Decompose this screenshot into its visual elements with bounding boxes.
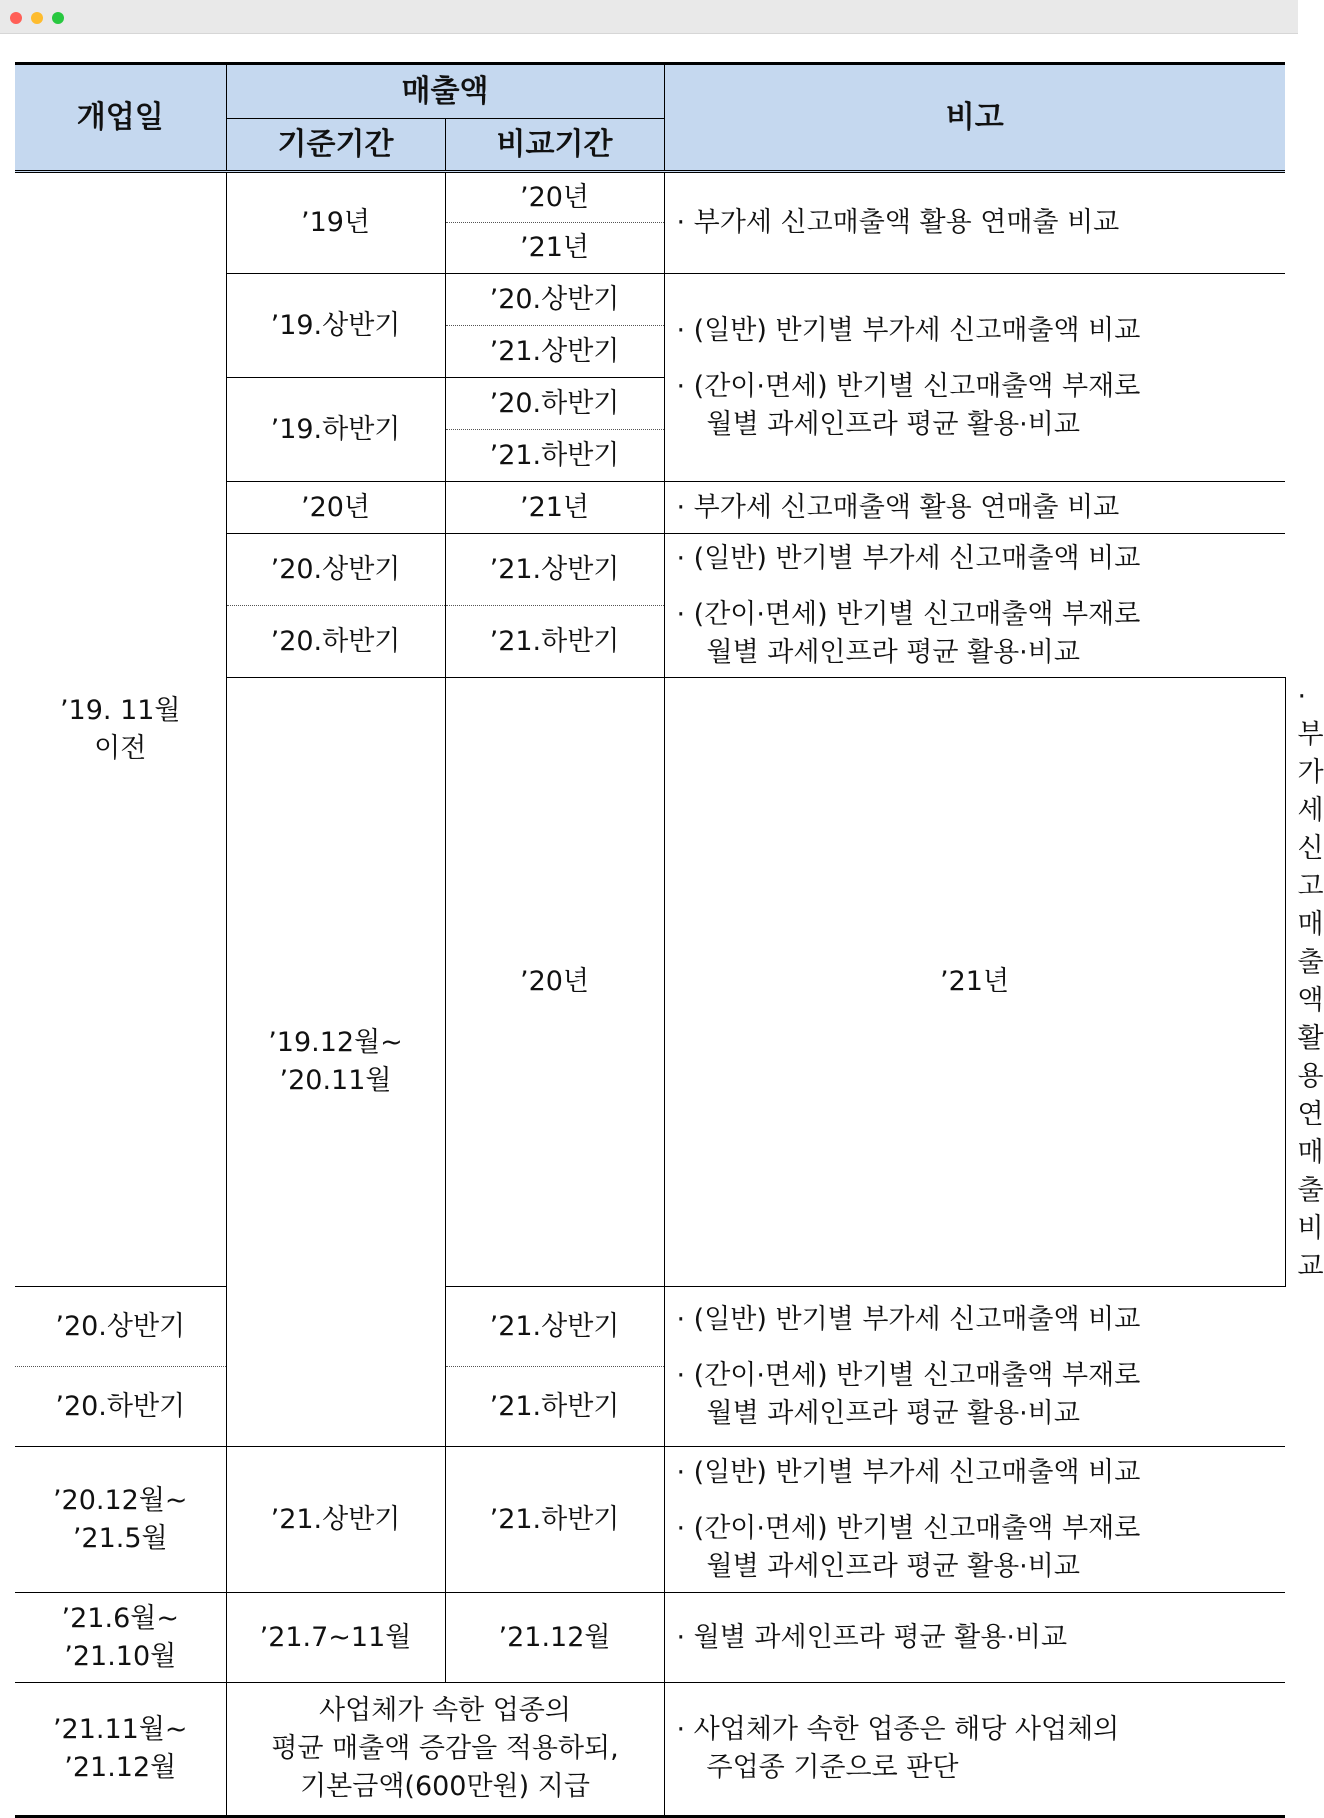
row1-note: [664, 172, 1285, 274]
row10-note-line1: · (일반) 반기별 부가세 신고매출액 비교: [676, 1456, 1141, 1488]
row10-note-line2: · (간이·면세) 반기별 신고매출액 부재로: [676, 1512, 1141, 1544]
row10-note-line3: 월별 과세인프라 평균 활용·비교: [706, 1550, 1080, 1582]
header-compare-period: 비교기간: [445, 119, 664, 172]
row89-note-line3: 월별 과세인프라 평균 활용·비교: [706, 1397, 1080, 1429]
row23-note-line3: 월별 과세인프라 평균 활용·비교: [706, 408, 1080, 440]
row7-base: ’20년: [445, 678, 664, 1287]
row56-note-line2: · (간이·면세) 반기별 신고매출액 부재로: [676, 598, 1141, 630]
group5-opening-date: [15, 1683, 226, 1817]
row89-note-line2: · (간이·면세) 반기별 신고매출액 부재로: [676, 1359, 1141, 1391]
group1-opening-date: [15, 172, 226, 1287]
group4-opening-date: [15, 1593, 226, 1683]
row4-base: ’20년: [226, 482, 445, 534]
window-titlebar: [0, 0, 1298, 34]
group3-opening-date: [15, 1447, 226, 1593]
group3-open-line2: ’21.5월: [72, 1522, 168, 1554]
group2-opening-date: [226, 678, 445, 1447]
row56-note-line1: · (일반) 반기별 부가세 신고매출액 비교: [676, 542, 1141, 574]
row11-note: [664, 1593, 1285, 1683]
group3-open-line1: ’20.12월~: [52, 1484, 188, 1516]
row1-compare-1: ’20년: [445, 172, 664, 223]
row10-note: [664, 1447, 1285, 1593]
row1-note-line: · 부가세 신고매출액 활용 연매출 비교: [676, 207, 1120, 238]
group1-open-line2: 이전: [94, 732, 147, 764]
row3-compare-1: ’20.하반기: [445, 378, 664, 430]
row12-note-line2: 주업종 기준으로 판단: [706, 1752, 959, 1783]
row10-base: ’21.상반기: [226, 1447, 445, 1593]
row11-base: ’21.7~11월: [226, 1593, 445, 1683]
row8-compare: ’21.상반기: [445, 1287, 664, 1367]
close-window-button[interactable]: [10, 12, 22, 24]
sales-comparison-table: 개업일 매출액 비고 기준기간 비교기간 ’19. 11월 이전 ’19년 ’20년 · 부가세 신고매출액 활용 연매출 비교 ’21년 ’19.상반기 ’20.상반기 · (일반) 반기별 부가세 신고매출액 비교 · (간이·면세) 반기별 신고매출액 부재로 월별 과세인프라 평균 활용·비교 ’21.상반기 ’19.하반기 ’20.하반기 ’21.하반기 ’20년 ’21년 · 부가세 신고매출액 활용 연매출 비교 ’20.상반기 ’21.상반기 · (일반) 반기별 부가세 신고매출액 비교 · (간이·면세) 반기별 신고매출액 부재로 월별 과세인프라 평균 활용·비교 ’20.하반기 ’21.하반기 ’19.12월~ ’20.11월 ’20년 ’21년 · 부가세 신고매출액 활용 연매출 비교 ’20.상반기 ’21.상반기 · (일반) 반기별 부가세 신고매출액 비교 · (간이·면세) 반기별 신고매출액 부재로 월별 과세인프라 평균 활용·비교 ’20.하반기 ’21.하반기 ’20.12월~ ’21.5월 ’21.상반기 ’21.하반기 · (일반) 반기별 부가세 신고매출액 비교 · (간이·면세) 반기별 신고매출액 부재로 월별 과세인프라 평균 활용·비교 ’21.6월~ ’21.10월 ’21.7~11월 ’21.12월 · 월별 과세인프라 평균 활용·비교 ’21.11월~ ’21.12월 사업체가 속한 업종의 평균 매출액 증감을 적용하되, 기본금액(600만원) 지급 · 사업체가 속한 업종은 해당 사업체의 주업종 기준으로 판단: [15, 62, 1285, 1818]
header-base-period: 기준기간: [226, 119, 445, 172]
group2-open-line2: ’20.11월: [279, 1065, 392, 1096]
header-remarks: 비고: [664, 64, 1285, 172]
header-opening-date: 개업일: [15, 64, 226, 172]
row2-compare-1: ’20.상반기: [445, 274, 664, 326]
row3-base: ’19.하반기: [226, 378, 445, 482]
row23-note-line2: · (간이·면세) 반기별 신고매출액 부재로: [676, 370, 1141, 402]
row12-sales-line2: 평균 매출액 증감을 적용하되,: [271, 1733, 619, 1764]
row3-compare-2: ’21.하반기: [445, 430, 664, 482]
row56-note: [664, 534, 1285, 678]
row89-note-line1: · (일반) 반기별 부가세 신고매출액 비교: [676, 1303, 1141, 1335]
maximize-window-button[interactable]: [52, 12, 64, 24]
row4-note: [664, 482, 1285, 534]
row4-compare: ’21년: [445, 482, 664, 534]
row4-note-line: · 부가세 신고매출액 활용 연매출 비교: [676, 491, 1120, 523]
row89-note: [664, 1287, 1285, 1447]
row23-note: [664, 274, 1285, 482]
minimize-window-button[interactable]: [31, 12, 43, 24]
row7-compare: ’21년: [664, 678, 1285, 1287]
row12-note-line1: · 사업체가 속한 업종은 해당 사업체의: [676, 1714, 1120, 1745]
row1-compare-2: ’21년: [445, 223, 664, 274]
row12-sales-line1: 사업체가 속한 업종의: [319, 1695, 571, 1726]
row2-base: ’19.상반기: [226, 274, 445, 378]
row12-sales-line3: 기본금액(600만원) 지급: [300, 1771, 590, 1802]
group5-open-line1: ’21.11월~: [52, 1714, 188, 1745]
group2-open-line1: ’19.12월~: [268, 1027, 403, 1058]
row10-compare: ’21.하반기: [445, 1447, 664, 1593]
row8-base: ’20.상반기: [15, 1287, 226, 1367]
row56-note-line3: 월별 과세인프라 평균 활용·비교: [706, 636, 1080, 668]
row6-base: ’20.하반기: [226, 606, 445, 678]
group5-open-line2: ’21.12월: [64, 1752, 177, 1783]
row11-note-line: · 월별 과세인프라 평균 활용·비교: [676, 1621, 1068, 1653]
row1-base: ’19년: [226, 172, 445, 274]
row11-compare: ’21.12월: [445, 1593, 664, 1683]
group4-open-line1: ’21.6월~: [61, 1602, 179, 1634]
row12-sales: [226, 1683, 664, 1817]
row9-base: ’20.하반기: [15, 1367, 226, 1447]
row2-compare-2: ’21.상반기: [445, 326, 664, 378]
row6-compare: ’21.하반기: [445, 606, 664, 678]
header-sales: 매출액: [226, 64, 664, 119]
row9-compare: ’21.하반기: [445, 1367, 664, 1447]
row5-compare: ’21.상반기: [445, 534, 664, 606]
group1-open-line1: ’19. 11월: [59, 694, 181, 726]
row12-note: [664, 1683, 1285, 1817]
row5-base: ’20.상반기: [226, 534, 445, 606]
group4-open-line2: ’21.10월: [64, 1640, 177, 1672]
row23-note-line1: · (일반) 반기별 부가세 신고매출액 비교: [676, 314, 1141, 346]
